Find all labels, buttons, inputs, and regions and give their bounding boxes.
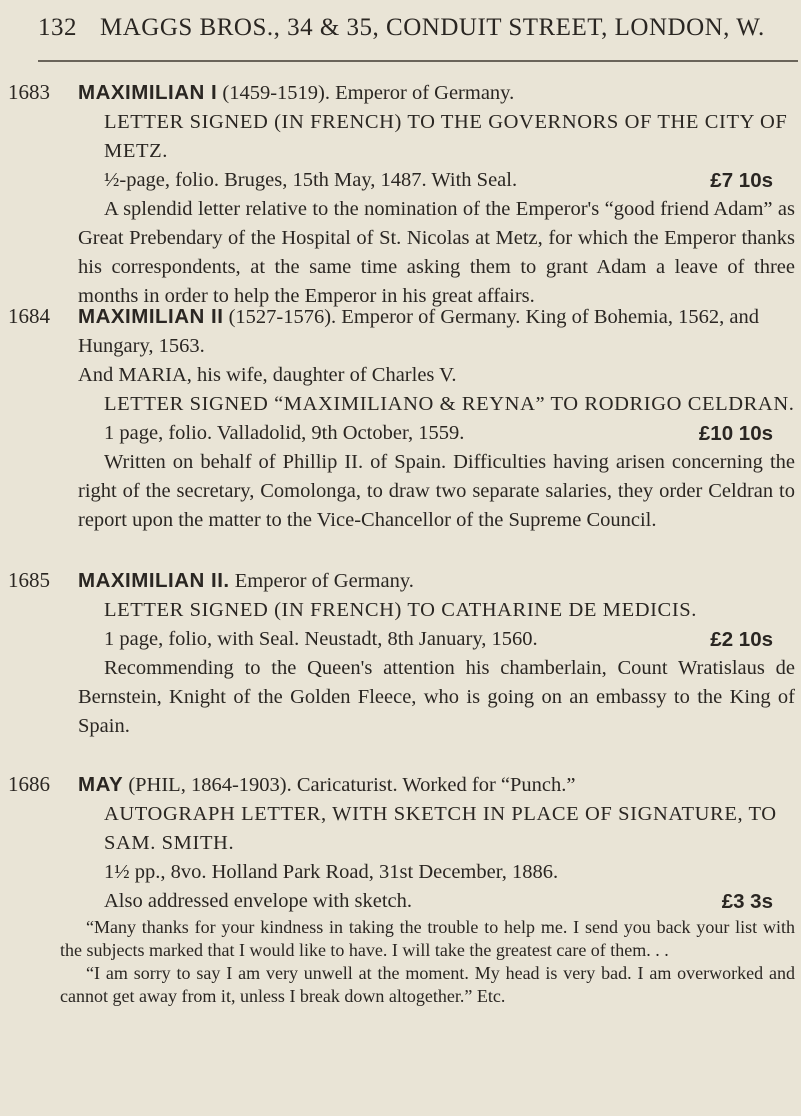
header-rule — [38, 60, 798, 62]
entry-heading — [78, 770, 795, 800]
entry-detail-line — [78, 887, 795, 916]
entry-title: LETTER SIGNED “MAXIMILIANO & REYNA” TO RODRIGO CELDRAN. — [104, 393, 795, 415]
entry-intro: (1459-1519). Emperor of Germany. — [217, 82, 515, 104]
entry-intro: (PHIL, 1864-1903). Caricaturist. Worked for “Punch.” — [123, 774, 576, 796]
entry-number: 1685 — [8, 568, 50, 592]
entry-price: £3 3s — [721, 890, 773, 913]
entry-heading — [78, 566, 795, 596]
entry-heading — [78, 302, 795, 361]
entry-price: £10 10s — [698, 422, 773, 445]
entry-quote: “Many thanks for your kindness in taking the trouble to help me. I send you back your list with the subjects marked that I would like to have. I will take the greatest care of them. . . — [60, 917, 795, 960]
publisher-address: MAGGS BROS., 34 & 35, CONDUIT STREET, LONDON, W. — [100, 14, 765, 41]
entry-price: £2 10s — [710, 628, 773, 651]
entry-name: MAXIMILIAN II. — [78, 569, 230, 592]
entry-title: AUTOGRAPH LETTER, WITH SKETCH IN PLACE OF SIGNATURE, TO SAM. SMITH. — [104, 803, 777, 854]
entry-number: 1683 — [8, 80, 50, 104]
page-number: 132 — [38, 14, 77, 41]
entry-detail: ½-page, folio. Bruges, 15th May, 1487. With Seal. — [104, 169, 518, 191]
entry-description: Written on behalf of Phillip II. of Spain. Difficulties having arisen concerning the right of the secretary, Comolonga, to draw two separate salaries, they order Celdran to report upon the matter to the Vice-Chancellor of the Supreme Council. — [78, 451, 795, 531]
entry-detail-line — [78, 419, 795, 448]
entry-heading — [78, 78, 795, 108]
entry-title: LETTER SIGNED (IN FRENCH) TO CATHARINE DE MEDICIS. — [104, 599, 697, 621]
entry-detail-line — [78, 858, 795, 887]
entry-description: Recommending to the Queen's attention his chamberlain, Count Wratislaus de Bernstein, Knight of the Golden Fleece, who is going on an embassy to the King of Spain. — [78, 657, 795, 737]
entry-extra: And MARIA, his wife, daughter of Charles V. — [78, 364, 457, 386]
entry-detail-line — [78, 166, 795, 195]
page-header — [38, 14, 801, 60]
entry-quote: “I am sorry to say I am very unwell at the moment. My head is very bad. I am overworked and cannot get away from it, unless I break down altogether.” Etc. — [60, 963, 795, 1006]
entry-name: MAY — [78, 773, 124, 796]
entry-number: 1684 — [8, 304, 50, 328]
entry-detail-line — [78, 625, 795, 654]
entry-number: 1686 — [8, 772, 50, 796]
entry-name: MAXIMILIAN II — [78, 305, 224, 328]
entry-title: LETTER SIGNED (IN FRENCH) TO THE GOVERNORS OF THE CITY OF METZ. — [104, 111, 788, 162]
entry-intro: (1527-1576). Emperor of Germany. King of Bohemia, 1562, and Hungary, 1563. — [78, 306, 759, 357]
entry-detail: 1 page, folio, with Seal. Neustadt, 8th January, 1560. — [104, 628, 538, 650]
entry-detail-2: Also addressed envelope with sketch. — [104, 890, 412, 912]
entry-name: MAXIMILIAN I — [78, 81, 218, 104]
entry-description: A splendid letter relative to the nomination of the Emperor's “good friend Adam” as Great Prebendary of the Hospital of St. Nicolas at Metz, for which the Emperor thanks his correspondents, at the same time asking them to grant Adam a leave of three months in order to help the Emperor in his great affairs. — [78, 198, 795, 307]
entry-detail: 1 page, folio. Valladolid, 9th October, 1559. — [104, 422, 465, 444]
entry-intro: Emperor of Germany. — [229, 570, 414, 592]
entry-price: £7 10s — [710, 169, 773, 192]
entry-detail: 1½ pp., 8vo. Holland Park Road, 31st December, 1886. — [104, 861, 559, 883]
